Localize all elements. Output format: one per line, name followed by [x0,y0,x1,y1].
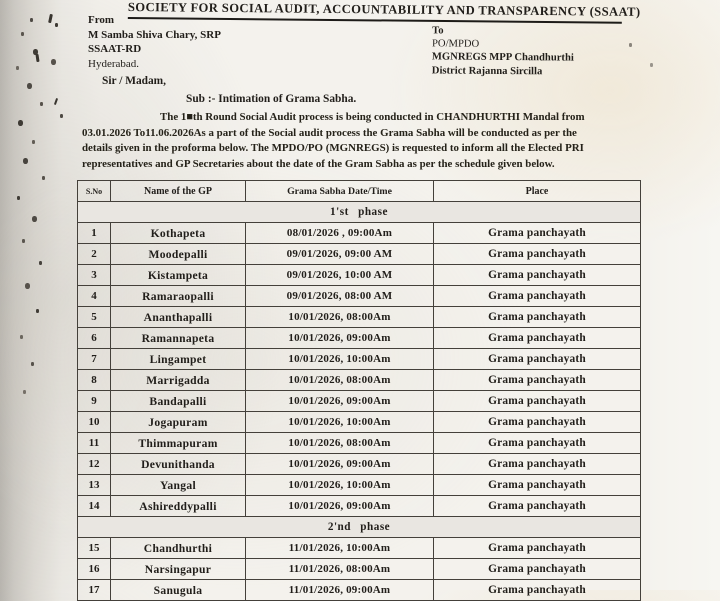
cell-sno: 8 [78,370,111,391]
table-row [78,559,641,580]
header-place: Place [434,181,641,202]
cell-name: Ramannapeta [111,328,246,349]
header-date: Grama Sabha Date/Time [246,181,434,202]
table-row [78,223,641,244]
header-name: Name of the GP [111,181,246,202]
cell-sno: 4 [78,286,111,307]
schedule-table-body [78,202,641,601]
cell-datetime: 10/01/2026, 10:00Am [246,412,434,433]
cell-datetime: 10/01/2026, 08:00Am [246,307,434,328]
cell-name: Moodepalli [111,244,246,265]
cell-datetime: 11/01/2026, 08:00Am [246,559,434,580]
cell-sno: 3 [78,265,111,286]
cell-sno: 7 [78,349,111,370]
cell-datetime: 10/01/2026, 09:00Am [246,391,434,412]
table-row [78,538,641,559]
table-row [78,412,641,433]
cell-sno: 14 [78,496,111,517]
table-row [78,349,641,370]
document-title: SOCIETY FOR SOCIAL AUDIT, ACCOUNTABILITY AND TRANSPARENCY (SSAAT) [128,0,622,24]
body-line: details given in the proforma below. The MPDO/PO (MGNREGS) is requested to inform all the Elected PRI [82,142,584,155]
cell-datetime: 10/01/2026, 10:00Am [246,349,434,370]
body-line: 03.01.2026 To11.06.2026As a part of the Social audit process the Grama Sabha will be conducted as per the [82,126,577,139]
cell-sno: 6 [78,328,111,349]
subject-line: Sub :- Intimation of Grama Sabha. [186,93,357,105]
cell-datetime: 10/01/2026, 09:00Am [246,496,434,517]
cell-name: Yangal [111,475,246,496]
cell-name: Bandapalli [111,391,246,412]
scan-speckles [30,18,33,22]
cell-name: Ashireddypalli [111,496,246,517]
from-label: From [88,14,115,26]
cell-name: Marrigadda [111,370,246,391]
to-line3: District Rajanna Sircilla [431,64,543,77]
phase-label: 2'nd phase [78,517,641,538]
cell-place: Grama panchayath [434,307,641,328]
cell-place: Grama panchayath [434,475,641,496]
cell-sno: 11 [78,433,111,454]
table-row [78,307,641,328]
to-line1: PO/MPDO [432,38,480,50]
cell-datetime: 10/01/2026, 09:00Am [246,328,434,349]
cell-name: Ramaraopalli [111,286,246,307]
cell-name: Lingampet [111,349,246,370]
table-row [78,391,641,412]
cell-sno: 2 [78,244,111,265]
cell-name: Ananthapalli [111,307,246,328]
cell-datetime: 10/01/2026, 10:00Am [246,475,434,496]
cell-name: Jogapuram [111,412,246,433]
table-header-row [78,181,641,202]
cell-datetime: 09/01/2026, 10:00 AM [246,265,434,286]
cell-name: Thimmapuram [111,433,246,454]
table-row [78,286,641,307]
cell-place: Grama panchayath [434,328,641,349]
from-org: SSAAT-RD [88,43,142,55]
cell-sno: 17 [78,580,111,601]
ink-mark [48,14,53,23]
phase-label: 1'st phase [78,202,641,223]
schedule-table [77,180,641,601]
cell-name: Kothapeta [111,223,246,244]
table-row [78,244,641,265]
ink-mark [54,98,58,105]
from-block [88,13,221,71]
cell-name: Kistampeta [111,265,246,286]
salutation: Sir / Madam, [102,75,167,87]
cell-place: Grama panchayath [434,223,641,244]
cell-place: Grama panchayath [434,412,641,433]
body-line: representatives and GP Secretaries about the date of the Gram Sabha as per the schedule given below. [82,157,555,170]
cell-place: Grama panchayath [434,244,641,265]
table-row [78,475,641,496]
cell-place: Grama panchayath [434,265,641,286]
table-row [78,496,641,517]
cell-sno: 9 [78,391,111,412]
cell-sno: 13 [78,475,111,496]
phase-row [78,517,641,538]
table-row [78,454,641,475]
cell-place: Grama panchayath [434,433,641,454]
body-line: The 1■th Round Social Audit process is being conducted in CHANDHURTHI Mandal from [160,111,585,123]
table-row [78,433,641,454]
cell-sno: 5 [78,307,111,328]
from-city: Hyderabad. [88,57,140,70]
to-label: To [432,25,444,37]
cell-datetime: 10/01/2026, 09:00Am [246,454,434,475]
cell-name: Narsingapur [111,559,246,580]
cell-name: Devunithanda [111,454,246,475]
cell-sno: 16 [78,559,111,580]
cell-datetime: 10/01/2026, 08:00Am [246,433,434,454]
cell-datetime: 11/01/2026, 10:00Am [246,538,434,559]
cell-datetime: 11/01/2026, 09:00Am [246,580,434,601]
to-block [432,24,574,78]
cell-sno: 1 [78,223,111,244]
cell-place: Grama panchayath [434,391,641,412]
cell-datetime: 08/01/2026 , 09:00Am [246,223,434,244]
cell-datetime: 10/01/2026, 08:00Am [246,370,434,391]
cell-name: Sanugula [111,580,246,601]
cell-sno: 12 [78,454,111,475]
body-paragraph [82,110,642,172]
cell-sno: 10 [78,412,111,433]
cell-place: Grama panchayath [434,580,641,601]
from-name: M Samba Shiva Chary, SRP [88,28,221,41]
table-row [78,265,641,286]
cell-place: Grama panchayath [434,496,641,517]
table-row [78,328,641,349]
cell-place: Grama panchayath [434,538,641,559]
ink-mark [35,54,39,62]
table-row [78,370,641,391]
cell-name: Chandhurthi [111,538,246,559]
header-sno: S.No [78,181,111,202]
cell-place: Grama panchayath [434,370,641,391]
table-row [78,580,641,601]
cell-datetime: 09/01/2026, 08:00 AM [246,286,434,307]
phase-row [78,202,641,223]
cell-place: Grama panchayath [434,286,641,307]
cell-place: Grama panchayath [434,454,641,475]
cell-datetime: 09/01/2026, 09:00 AM [246,244,434,265]
to-line2: MGNREGS MPP Chandhurthi [431,51,574,65]
cell-sno: 15 [78,538,111,559]
cell-place: Grama panchayath [434,559,641,580]
cell-place: Grama panchayath [434,349,641,370]
